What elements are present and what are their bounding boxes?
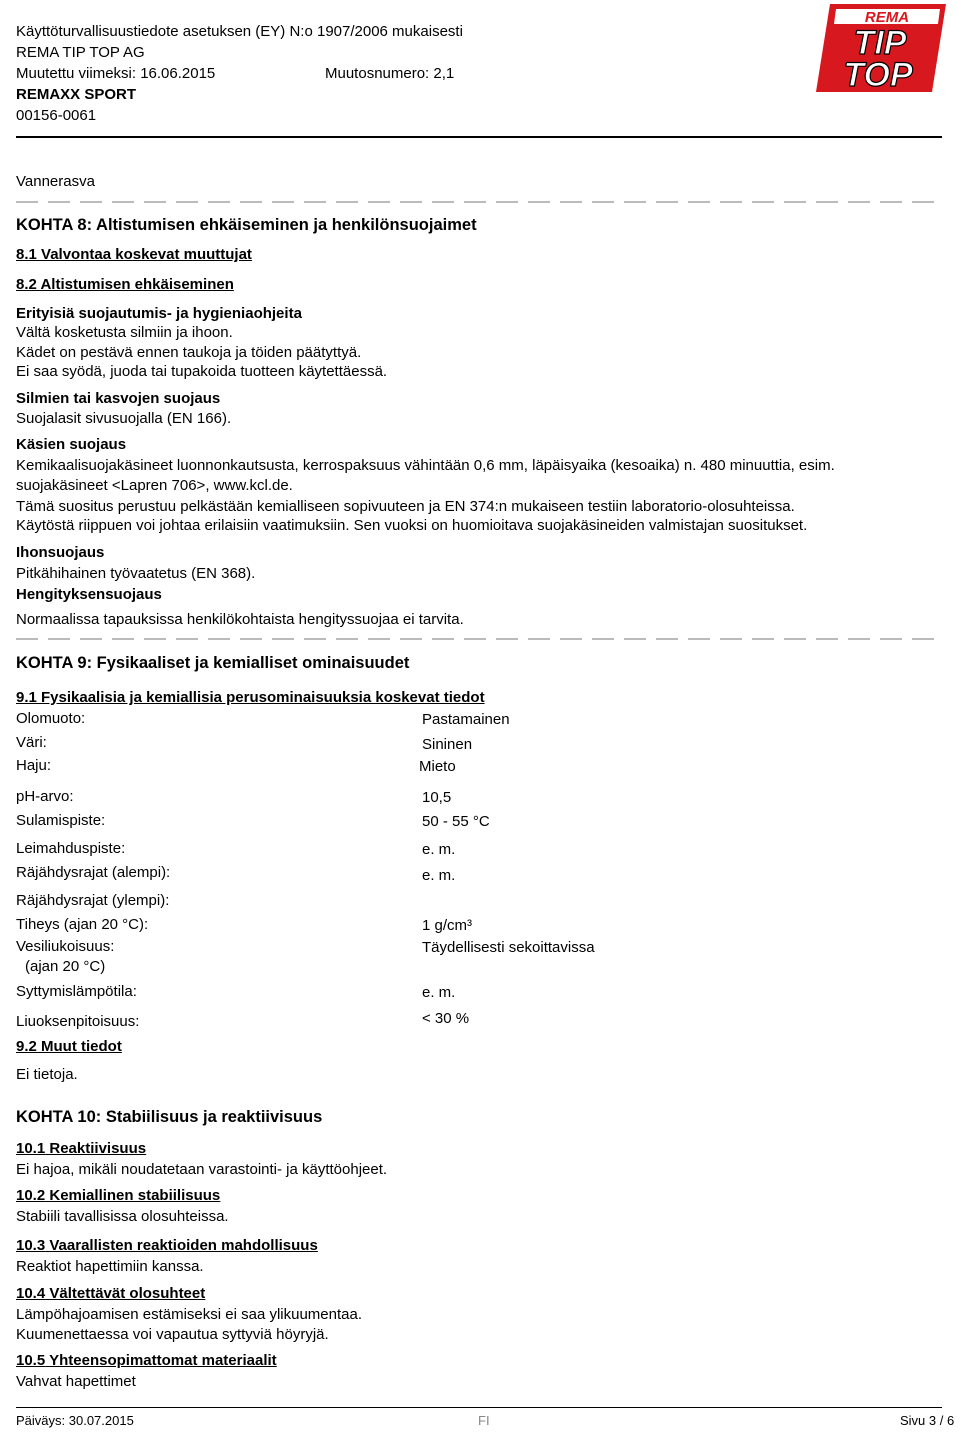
subsection-10-heading bbox=[16, 1237, 318, 1255]
property-label: Olomuoto: bbox=[16, 710, 86, 727]
property-label: (ajan 20 °C) bbox=[25, 958, 106, 975]
skin-protection-text: Pitkähihainen työvaatetus (EN 368). bbox=[16, 565, 256, 582]
subsection-number: 10.4 bbox=[16, 1285, 46, 1302]
skin-protection-heading: Ihonsuojaus bbox=[16, 544, 105, 561]
eye-protection-text: Suojalasit sivusuojalla (EN 166). bbox=[16, 410, 232, 427]
divider bbox=[16, 201, 942, 203]
property-label: Sulamispiste: bbox=[16, 812, 106, 829]
subsection-10-heading bbox=[16, 1352, 277, 1370]
property-value: 1 g/cm³ bbox=[422, 917, 473, 934]
hygiene-line: Ei saa syödä, juoda tai tupakoida tuotteen käytettäessä. bbox=[16, 363, 388, 380]
product-code: 00156-0061 bbox=[16, 107, 97, 124]
subsection-title: Reaktiivisuus bbox=[49, 1140, 147, 1157]
respiratory-protection-text: Normaalissa tapauksissa henkilökohtaista hengityssuojaa ei tarvita. bbox=[16, 611, 464, 628]
footer-page-number: Sivu 3 / 6 bbox=[900, 1413, 955, 1428]
subsection-number: 10.5 bbox=[16, 1352, 46, 1369]
subsection-title: Vaarallisten reaktioiden mahdollisuus bbox=[49, 1237, 318, 1254]
subsection-text: Vahvat hapettimet bbox=[16, 1373, 136, 1390]
property-label: Liuoksenpitoisuus: bbox=[16, 1013, 140, 1030]
subsection-text: Reaktiot hapettimiin kanssa. bbox=[16, 1258, 204, 1275]
property-label: Väri: bbox=[16, 734, 47, 751]
subsection-title: Vältettävät olosuhteet bbox=[49, 1285, 206, 1302]
other-info-text: Ei tietoja. bbox=[16, 1066, 78, 1083]
subsection-8-1: 8.1 Valvontaa koskevat muuttujat bbox=[16, 246, 252, 263]
subsection-title: Kemiallinen stabiilisuus bbox=[49, 1187, 221, 1204]
divider bbox=[16, 638, 942, 640]
footer-date: Päiväys: 30.07.2015 bbox=[16, 1413, 134, 1428]
property-value: e. m. bbox=[422, 867, 456, 884]
subsection-text: Ei hajoa, mikäli noudatetaan varastointi- ja käyttöohjeet. bbox=[16, 1161, 388, 1178]
subsection-title: Yhteensopimattomat materiaalit bbox=[49, 1352, 277, 1369]
section-10-title: KOHTA 10: Stabiilisuus ja reaktiivisuus bbox=[16, 1108, 323, 1126]
subsection-number: 10.2 bbox=[16, 1187, 46, 1204]
footer-rule bbox=[16, 1407, 942, 1408]
property-value: 50 - 55 °C bbox=[422, 813, 490, 830]
property-label: Vesiliukoisuus: bbox=[16, 938, 115, 955]
header-rule bbox=[16, 136, 942, 138]
logo-text-tip: TIP bbox=[853, 24, 907, 62]
respiratory-protection-heading: Hengityksensuojaus bbox=[16, 586, 162, 603]
subsection-10-heading bbox=[16, 1187, 220, 1205]
hygiene-heading: Erityisiä suojautumis- ja hygieniaohjeita bbox=[16, 305, 302, 322]
hand-protection-text: Kemikaalisuojakäsineet luonnonkautsusta, kerrospaksuus vähintään 0,6 mm, läpäisyaika (kesoaika) n. 480 minuuttia, esim. bbox=[16, 457, 835, 474]
revised-date: Muutettu viimeksi: 16.06.2015 bbox=[16, 65, 216, 82]
hand-protection-text: Tämä suositus perustuu pelkästään kemialliseen sopivuuteen ja EN 374:n mukaiseen testiin laboratorio-olosuhteissa. bbox=[16, 498, 795, 515]
property-value: 10,5 bbox=[422, 789, 452, 806]
property-value: Sininen bbox=[422, 736, 473, 753]
subsection-number: 10.1 bbox=[16, 1140, 46, 1157]
property-value: Pastamainen bbox=[422, 711, 510, 728]
subsection-text: Lämpöhajoamisen estämiseksi ei saa ylikuumentaa. bbox=[16, 1306, 363, 1323]
property-label: Syttymislämpötila: bbox=[16, 983, 137, 1000]
company-name: REMA TIP TOP AG bbox=[16, 44, 145, 61]
subsection-text: Kuumenettaessa voi vapautua syttyviä höyryjä. bbox=[16, 1326, 329, 1343]
section-8-title: KOHTA 8: Altistumisen ehkäiseminen ja henkilönsuojaimet bbox=[16, 216, 477, 234]
subsection-10-heading bbox=[16, 1140, 146, 1158]
property-label: Leimahduspiste: bbox=[16, 840, 126, 857]
header-title: Käyttöturvallisuustiedote asetuksen (EY) N:o 1907/2006 mukaisesti bbox=[16, 23, 463, 40]
subsection-9-1: 9.1 Fysikaalisia ja kemiallisia perusominaisuuksia koskevat tiedot bbox=[16, 689, 485, 706]
property-value: Mieto bbox=[419, 758, 456, 775]
eye-protection-heading: Silmien tai kasvojen suojaus bbox=[16, 390, 221, 407]
property-label: Tiheys (ajan 20 °C): bbox=[16, 916, 149, 933]
footer-language: FI bbox=[478, 1413, 490, 1428]
property-label: pH-arvo: bbox=[16, 788, 74, 805]
property-label: Räjähdysrajat (ylempi): bbox=[16, 892, 170, 909]
property-value: Täydellisesti sekoittavissa bbox=[422, 939, 595, 956]
subsection-9-2: 9.2 Muut tiedot bbox=[16, 1038, 122, 1055]
rema-tip-top-logo bbox=[812, 2, 948, 94]
section-9-title: KOHTA 9: Fysikaaliset ja kemialliset ominaisuudet bbox=[16, 654, 410, 672]
property-value: e. m. bbox=[422, 984, 456, 1001]
subsection-number: 10.3 bbox=[16, 1237, 46, 1254]
hand-protection-heading: Käsien suojaus bbox=[16, 436, 127, 453]
hand-protection-text: suojakäsineet <Lapren 706>, www.kcl.de. bbox=[16, 477, 293, 494]
document-subtitle: Vannerasva bbox=[16, 173, 95, 190]
subsection-8-2: 8.2 Altistumisen ehkäiseminen bbox=[16, 276, 234, 293]
property-label: Haju: bbox=[16, 757, 52, 774]
subsection-10-heading bbox=[16, 1285, 205, 1303]
hygiene-line: Vältä kosketusta silmiin ja ihoon. bbox=[16, 324, 233, 341]
property-label: Räjähdysrajat (alempi): bbox=[16, 864, 171, 881]
subsection-text: Stabiili tavallisissa olosuhteissa. bbox=[16, 1208, 229, 1225]
hand-protection-text: Käytöstä riippuen voi johtaa erilaisiin vaatimuksiin. Sen vuoksi on huomioitava suojakäsineiden valmistajan suositukset. bbox=[16, 517, 808, 534]
revision-number: Muutosnumero: 2,1 bbox=[325, 65, 455, 82]
hygiene-line: Kädet on pestävä ennen taukoja ja töiden päätyttyä. bbox=[16, 344, 362, 361]
logo-text-top: TOP bbox=[843, 56, 913, 94]
property-value: < 30 % bbox=[422, 1010, 470, 1027]
product-name: REMAXX SPORT bbox=[16, 86, 137, 103]
property-value: e. m. bbox=[422, 841, 456, 858]
logo-text-rema: REMA bbox=[864, 9, 910, 26]
